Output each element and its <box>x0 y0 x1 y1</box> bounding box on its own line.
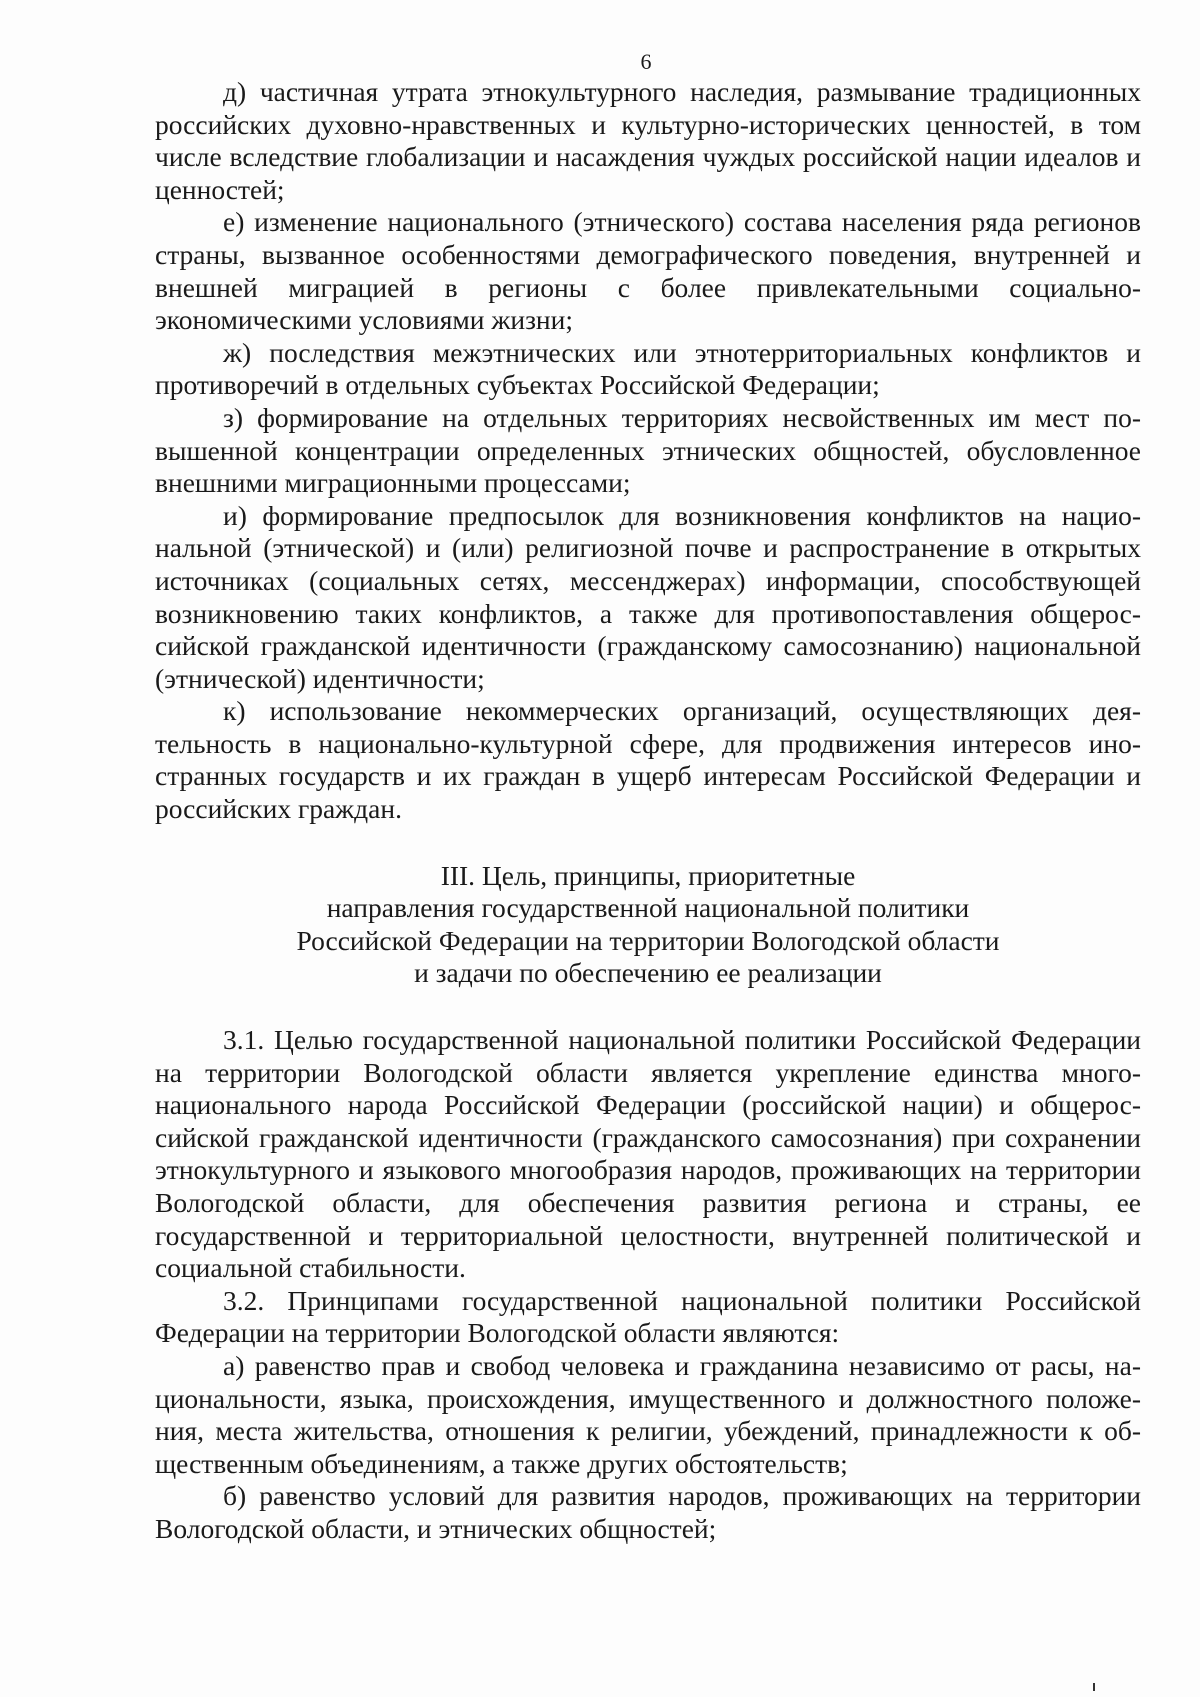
paragraph-principle-b: б) равенство условий для развития народов, проживающих на территории Вологодской области, и этнических общностей; <box>155 1480 1141 1544</box>
paragraph-item-k: к) использование некоммерческих организаций, осуществляющих деятельность в национально-культурной сфере, для продвижения интересов иностранных государств и их граждан в ущерб интересам Российской Федерации и российских граждан. <box>155 695 1141 825</box>
paragraph-principle-a: а) равенство прав и свобод человека и гражданина независимо от расы, национальности, языка, происхождения, имущественного и должностного положения, места жительства, отношения к религии, убеждений, принадлежности к общественным объединениям, а также других обстоятельств; <box>155 1349 1141 1479</box>
section-heading-line: III. Цель, принципы, приоритетные <box>440 859 856 891</box>
paragraph-item-zh: ж) последствия межэтнических или этнотерриториальных конфликтов и противоречий в отдельных субъектах Российской Федерации; <box>155 336 1141 401</box>
section-heading-line: направления государственной национальной политики <box>326 892 970 924</box>
section-heading <box>155 860 1141 990</box>
paragraph-item-z: з) формирование на отдельных территориях несвойственных им мест повышенной концентрации определенных этнических общностей, обусловленное внешними миграционными процессами; <box>155 401 1141 499</box>
paragraph-3-1: 3.1. Целью государственной национальной политики Российской Федерации на территории Вологодской области является укрепление единства многонационального народа Российской Федерации (российской нации) и общероссийской гражданской идентичности (гражданского самосознания) при сохранении этнокультурного и языкового многообразия народов, проживающих на территории Вологодской области, для обеспечения развития региона и страны, ее государственной и территориальной целостности, внутренней политической и социальной стабильности. <box>155 1024 1141 1284</box>
section-heading-line: Российской Федерации на территории Вологодской области <box>296 924 1000 956</box>
document-body <box>155 76 1141 1546</box>
paragraph-item-i: и) формирование предпосылок для возникновения конфликтов на национальной (этнической) и (или) религиозной почве и распространение в открытых источниках (социальных сетях, мессенджерах) информации, способствующей возникновению таких конфликтов, а также для противопоставления общероссийской гражданской идентичности (гражданскому самосознанию) национальной (этнической) идентичности; <box>155 499 1141 694</box>
page-number: 6 <box>640 49 652 74</box>
paragraph-item-d: д) частичная утрата этнокультурного наследия, размывание традиционных российских духовно-нравственных и культурно-исторических ценностей, в том числе вследствие глобализации и насаждения чуждых российской нации идеалов и ценностей; <box>155 76 1141 205</box>
section-heading-line: и задачи по обеспечению ее реализации <box>414 957 882 989</box>
scan-mark <box>1093 1683 1095 1691</box>
paragraph-item-e: е) изменение национального (этнического) состава населения ряда регионов страны, вызванное особенностями демографического поведения, внутренней и внешней миграцией в регионы с более привлекательными социально-экономическими условиями жизни; <box>155 206 1141 336</box>
paragraph-3-2: 3.2. Принципами государственной национальной политики Российской Федерации на территории Вологодской области являются: <box>155 1284 1141 1349</box>
